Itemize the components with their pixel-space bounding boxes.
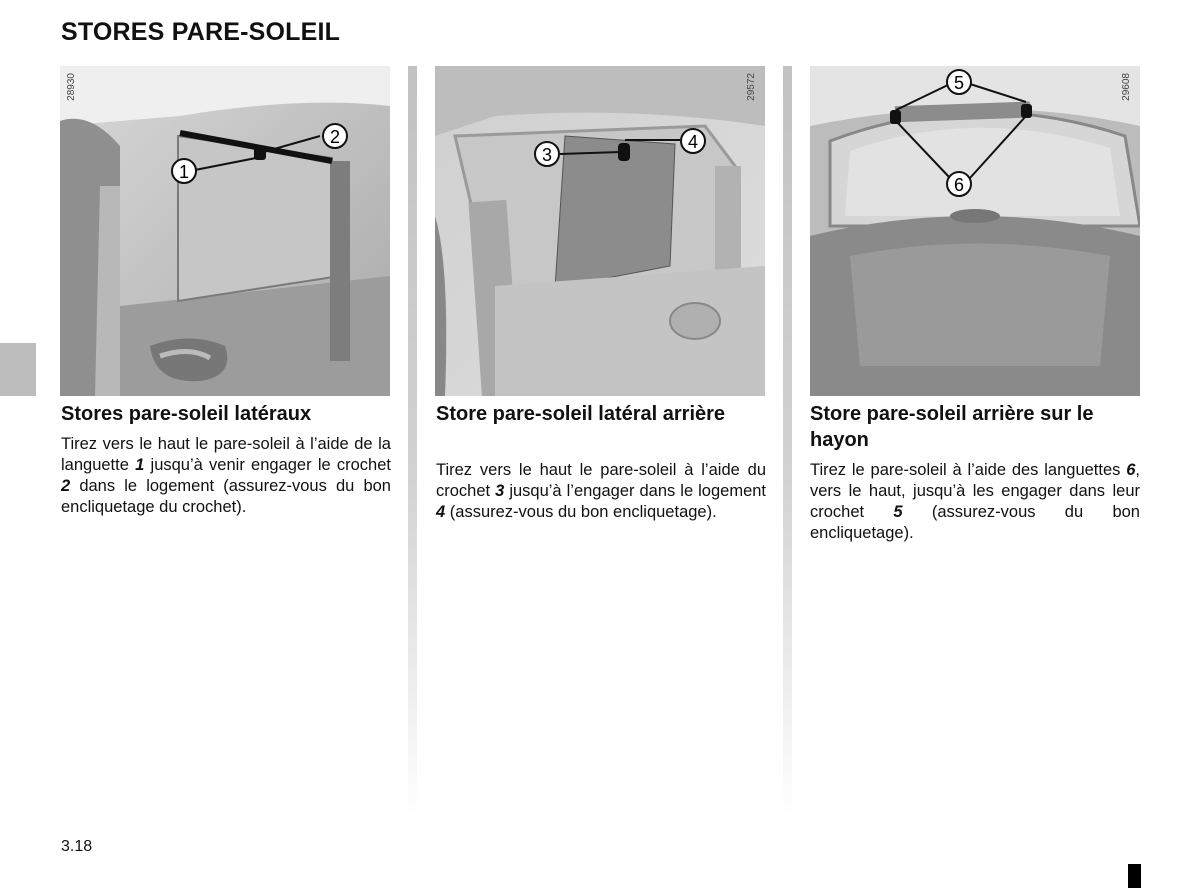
- ref-number: 6: [1126, 461, 1136, 479]
- page-edge-marker: [1128, 864, 1141, 888]
- photo-ref-code: 29608: [1121, 73, 1132, 101]
- photo-ref-code: 29572: [746, 73, 757, 101]
- callout-5: [947, 70, 971, 94]
- section-body: Tirez vers le haut le pare-soleil à l’aide du crochet 3 jusqu’à l’engager dans le logement 4 (assurez-vous du bon encliquetage).: [436, 461, 767, 521]
- photo-side-window-blinds: [60, 66, 390, 396]
- svg-text:4: 4: [687, 132, 699, 152]
- callout-4: [681, 129, 705, 153]
- svg-text:2: 2: [329, 127, 341, 147]
- section-body: Tirez le pare-soleil à l’aide des languettes 6, vers le haut, jusqu’à les engager dans leur crochet 5 (assurez-vous du bon encliquetage).: [810, 461, 1140, 542]
- column-divider: [783, 66, 792, 816]
- svg-text:3: 3: [541, 145, 553, 165]
- section-heading: Store pare-soleil latéral arrière: [436, 403, 726, 425]
- callout-6: [947, 172, 971, 196]
- page-number: 3.18: [61, 838, 93, 855]
- callout-2: [323, 124, 347, 148]
- callout-3: [535, 142, 559, 166]
- ref-number: 1: [135, 456, 145, 474]
- section-heading: Store pare-soleil arrière sur le hayon: [810, 403, 1094, 451]
- chapter-tab: [0, 343, 36, 396]
- svg-text:5: 5: [953, 73, 965, 93]
- photo-tailgate-blind: [810, 66, 1140, 396]
- section-heading: Stores pare-soleil latéraux: [61, 403, 312, 425]
- photo-ref-code: 28930: [66, 73, 77, 101]
- svg-text:6: 6: [953, 175, 965, 195]
- page-title: STORES PARE-SOLEIL: [61, 18, 341, 46]
- ref-number: 3: [495, 482, 505, 500]
- photo-rear-side-blind: [435, 66, 765, 396]
- section-body: Tirez vers le haut le pare-soleil à l’aide de la languette 1 jusqu’à venir engager le crochet 2 dans le logement (assurez-vous du bon encliquetage du crochet).: [61, 435, 391, 516]
- svg-text:1: 1: [178, 162, 190, 182]
- callout-1: [172, 159, 196, 183]
- column-divider: [408, 66, 417, 816]
- ref-number: 5: [893, 503, 903, 521]
- ref-number: 4: [436, 503, 446, 521]
- ref-number: 2: [61, 477, 71, 495]
